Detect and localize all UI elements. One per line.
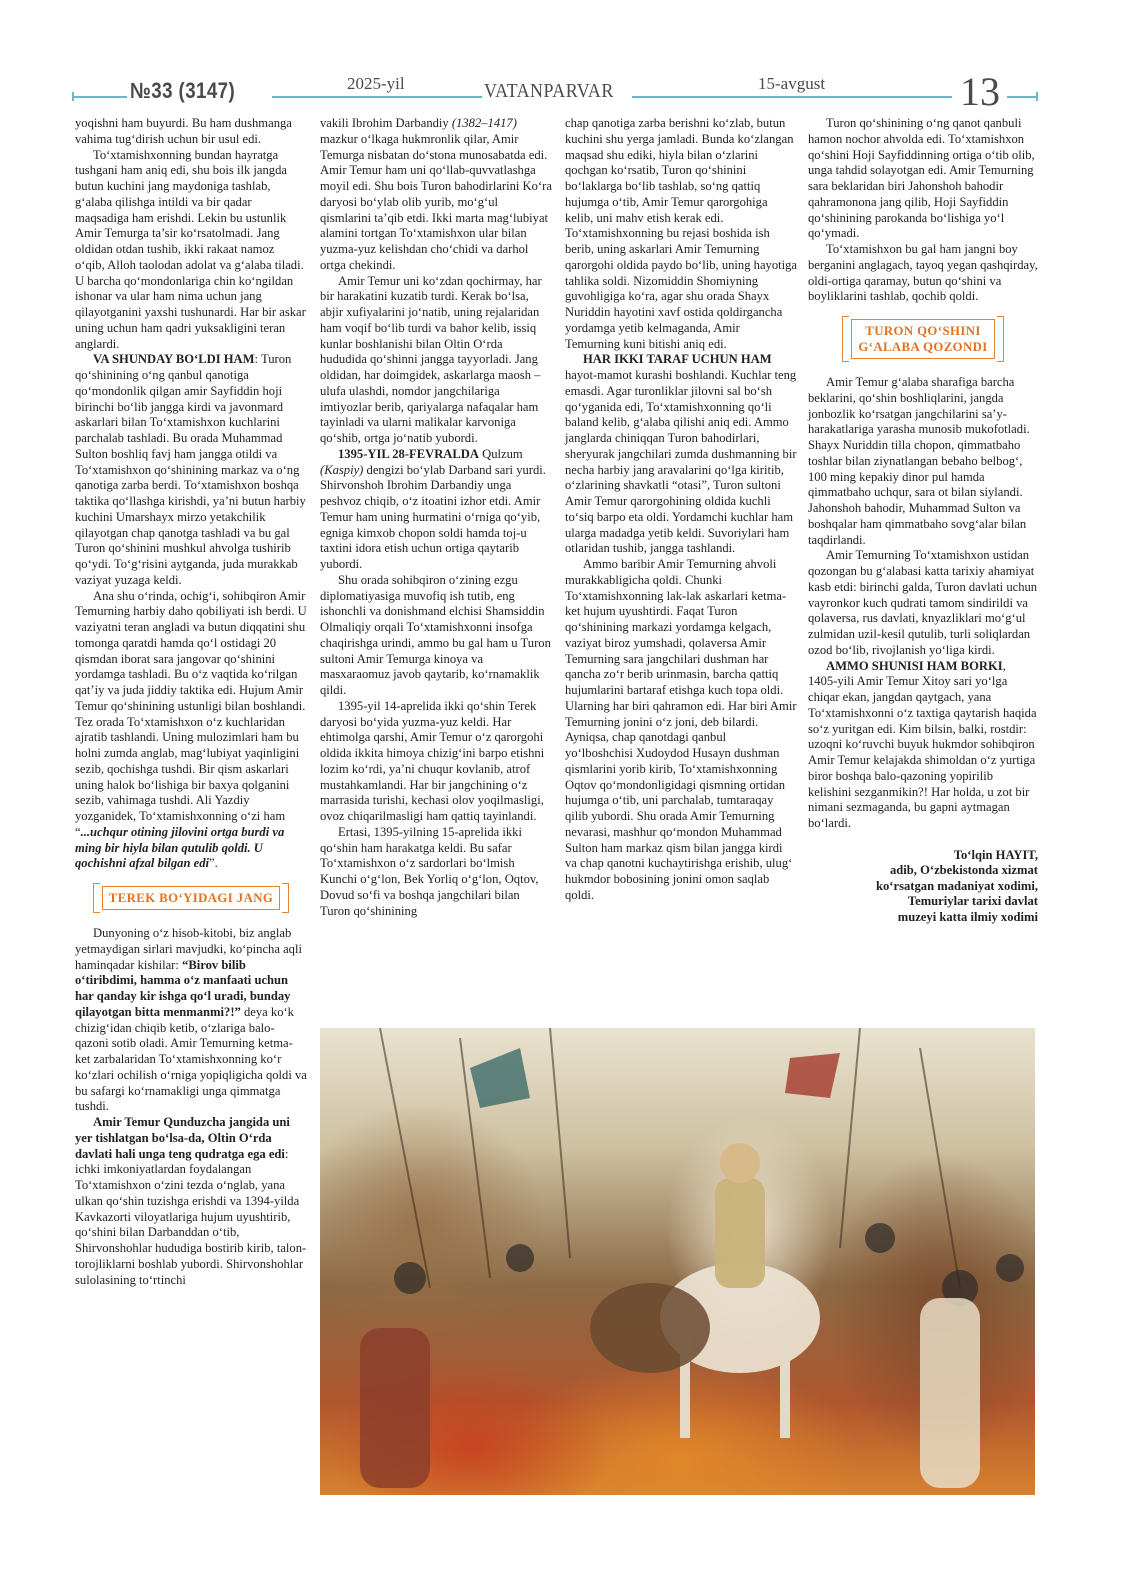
paragraph-text: Amir Temur g‘alaba sharafiga barcha beklarini, qo‘shin boshliqlarini, jangda jonbozlik ko‘rsatgan jangchilarini sa’y-harakatlariga yarasha munosib mukofotladi. Shayx Nuriddin tilla chopon, qimmatbaho toshlar bilan ziynatlangan bebaho belbog‘, 100 ming kepakiy dinor pul hamda qimmatbaho uchqur, sara ot bilan siylandi. Jahonshoh bahodir, Muhammad Sulton va boshqalar ham qimmatbaho sovg‘alar bilan taqdirlandi. [808, 375, 1030, 547]
header-rule [72, 96, 127, 98]
battle-painting-image [320, 1028, 1035, 1495]
article-paragraph [808, 116, 1038, 242]
article-paragraph [75, 1115, 307, 1288]
section-heading-line: TURON QO‘SHINI [865, 324, 981, 338]
author-title-line: Temuriylar tarixi davlat [907, 894, 1038, 909]
article-paragraph [808, 242, 1038, 305]
paragraph-text: Shu orada sohibqiron o‘zining ezgu diplomatiyasiga muvofiq ish tutib, eng ishonchli va donishmand elchisi Shamsiddin Olmaliqiy orqali To‘xtamishxonni insofga chaqirishga urindi, ammo bu gal ham u Turon sultoni Amir Temurga kinoya va masxaraomuz javob qaytarib, ko‘rnamaklik qildi. [320, 572, 551, 697]
header-rule-end [1036, 92, 1038, 101]
page-header [72, 69, 1037, 114]
paragraph-text: ”. [209, 856, 218, 871]
paragraph-text: Amir Temurning To‘xtamishxon ustidan qozongan bu g‘alabasi katta tarixiy ahamiyat kasb etdi: birinchi galda, Turon davlati uchun vayronkor kuch qudrati tamom sindirildi va qolaversa, rus davlati, knyazliklari mo‘g‘ul zulmidan uzil-kesil qutulib, turli soliqlardan ozod bo‘lib, rivojlanish yo‘liga kirdi. [808, 548, 1038, 657]
section-heading-line: TEREK BO‘YIDAGI JANG [108, 891, 274, 905]
header-rule [632, 96, 952, 98]
article-paragraph [808, 548, 1038, 658]
paragraph-text: To‘xtamishxon bu gal ham jangni boy berganini anglagach, tayoq yegan qashqirday, oldi-ortiga qaramay, butun qo‘shini va boyliklarini tashlab, qochib qoldi. [808, 242, 1038, 304]
emphasized-text: VA SHUNDAY BO‘LDI HAM [93, 352, 255, 367]
paragraph-text: mazkur o‘lkaga hukmronlik qilar, Amir Temurga nisbatan do‘stona munosabatda edi. Amir Temur ham uni qo‘llab-quvvatlashga moyil edi. Shu bois Turon bahodirlarini Ko‘ra daryosi bo‘ylab olib yurib, mo‘g‘ul qismlarini ta’qib etdi. Ikki marta mag‘lubiyat alamini tortgan To‘xtamishxon ular bilan yuzma-yuz kelishdan cho‘chidi va darhol ortga chekindi. [320, 131, 552, 272]
emphasized-text: HAR IKKI TARAF UCHUN HAM [583, 352, 772, 367]
paragraph-text: vakili Ibrohim Darbandiy [320, 116, 452, 130]
emphasized-text: (Kaspiy) [320, 462, 364, 477]
article-paragraph [565, 352, 797, 557]
author-title-line: muzeyi katta ilmiy xodimi [897, 909, 1038, 924]
paragraph-text: Amir Temur uni ko‘zdan qochirmay, har bir harakatini kuzatib turdi. Kerak bo‘lsa, abjir xufiyalarini jo‘natib, uning rejalaridan ham voqif bo‘lib turdi va bahor kelib, issiq kunlar boshlanishi bilan Oltin O‘rda hududida qo‘shinni jangga tayyorladi. Jang oldidan, har doimgidek, askarlarga maosh – ulufa ulashdi, nomdor jangchilariga imtiyozlar berib, qariyalarga nafaqalar ham tayinladi va ularni malikalar karvoniga qo‘shib, ortga jo‘natib yubordi. [320, 273, 542, 445]
article-paragraph [565, 116, 797, 352]
emphasized-text: Amir Temur Qunduzcha jangida uni yer tishlatgan bo‘lsa-da, Oltin O‘rda davlati hali unga teng qudratga ega edi [75, 1115, 290, 1161]
issue-number: №33 (3147) [130, 78, 236, 103]
paragraph-text: : ichki imkoniyatlardan foydalangan To‘xtamishxon o‘zini tezda o‘nglab, yana ulkan qo‘shin tuzishga erishdi va 1394-yilda Kavkazorti viloyatlariga hujum uyushtirib, qo‘shini bilan Darbanddan o‘tib, Shirvonshohlar hududiga bostirib kirib, talon-torojliklarni boshlab yubordi. Shirvonshohlar sulolasining to‘rtinchi [75, 1146, 307, 1287]
paragraph-text: : Turon qo‘shinining o‘ng qanbul qanotiga qo‘mondonlik qilgan amir Sayfiddin hoji birinchi bo‘lib jangga kirdi va javonmard askarlari bilan To‘xtamishxon kuchlarini parchalab tashladi. Bu orada Muhammad Sulton boshliq favj ham jangga otildi va To‘xtamishxon qo‘shinining markaz va o‘ng qanotiga zarba berdi. To‘xtamishxon boshqa taktika qo‘llashga kirishdi, ya’ni butun harbiy kuchini Umarshayx mirzo yetakchilik qilayotgan chap qanotga tashladi va bu gal Turon qo‘shinini mushkul ahvolga tushirib qo‘ydi. To‘g‘risini aytganda, juda murakkab vaziyat yuzaga keldi. [75, 352, 306, 587]
article-paragraph [75, 926, 307, 1115]
article-column-1 [75, 116, 307, 1288]
newspaper-name: VATANPARVAR [484, 80, 614, 102]
article-column-2 [320, 116, 552, 919]
paragraph-text: Ana shu o‘rinda, ochig‘i, sohibqiron Amir Temurning harbiy daho qobiliyati ish berdi. U vaziyatni teran angladi va butun diqqatini shu tomonga qaratdi hamda qo‘l ostidagi 20 qismdan iborat sara jangovar qo‘shinini yordamga tashladi. Bu o‘z vaqtida ko‘rilgan qat’iy va juda jiddiy taktika edi. Hujum Amir Temur qo‘shinining ustunligi bilan boshlandi. Tez orada To‘xtamishxon o‘z kuchlaridan ajratib tashlandi. Uning mulozimlari ham bu holni zumda anglab, mag‘lubiyat yaqinligini sezib, qochishga tushdi. Bir qism askarlari uning halok bo‘lishiga bir baxya qolganini sezib, vahimaga tushdi. Ali Yazdiy yozganidek, To‘xtamishxonning o‘zi ham “ [75, 588, 307, 839]
paragraph-text: Ammo baribir Amir Temurning ahvoli murakkabligicha qoldi. Chunki To‘xtamishxonning lak-lak askarlari ketma-ket hujum uyushtirdi. Faqat Turon qo‘shinining markazi yordamga kelgach, vaziyat biroz yumshadi, qolaversa Amir Temurning sara jangchilari dushman har qancha zo‘r berib urinmasin, barcha qattiq hujumlarini bartaraf etishga kuch topa oldi. Ularning har biri qahramon edi. Har biri Amir Temurning jonini o‘z joni, deb bilardi. Ayniqsa, chap qanotdagi qanbul yo‘lboshchisi Xudoydod Husayn dushman qismlarini yorib kirib, To‘xtamishxonning Oqtov qo‘mondonligidagi qismning ortidan hujumga o‘tib, uni parchalab, tumtaraqay qilib yubordi. Shu orada Amir Temurning nevarasi, mashhur qo‘mondon Muhammad Sulton ham markaz qism bilan jangga kirdi va chap qanotni kuchaytirishga erishib, ulug‘ hukmdor bobosining jonini omon saqlab qoldi. [565, 557, 797, 902]
article-column-4 [808, 116, 1038, 925]
article-paragraph [320, 447, 552, 573]
paragraph-text: Turon qo‘shinining o‘ng qanot qanbuli hamon nochor ahvolda edi. To‘xtamishxon qo‘shini Hoji Sayfiddinning ortiga o‘tib olib, unga tahdid solayotgan edi. Amir Temurning sara beklaridan biri Jahonshoh bahodir qahramonona jang qilib, Hoji Sayfiddin qo‘shinining parokanda bo‘lishiga yo‘l qo‘ymadi. [808, 116, 1035, 241]
paragraph-text: dengizi bo‘ylab Darband sari yurdi. Shirvonshoh Ibrohim Darbandiy unga peshvoz chiqib, o‘z itoatini izhor etdi. Amir Temur ham uning hurmatini o‘rniga qo‘yib, egniga kimxob chopon soldi hamda toj-u taxtini idora etish uchun ortiga qaytarib yubordi. [320, 462, 546, 571]
section-heading [851, 319, 994, 359]
author-title-line: ko‘rsatgan madaniyat xodimi, [876, 878, 1038, 893]
author-title-line: adib, O‘zbekistonda xizmat [890, 863, 1038, 878]
issue-date: 15-avgust [758, 74, 826, 93]
article-paragraph [565, 557, 797, 904]
article-paragraph [75, 116, 307, 148]
article-paragraph [320, 274, 552, 447]
article-paragraph [320, 573, 552, 699]
article-paragraph [75, 352, 307, 588]
emphasized-text: (1382–1417) [451, 116, 517, 130]
paragraph-text: deya ko‘k chizig‘idan chiqib ketib, o‘zlariga balo-qazoni sotib oladi. Amir Temurning ketma-ket zarbalaridan To‘xtamishxonning ko‘r ko‘zlari ochilish o‘rniga yopiqligicha qoldi va bu safargi ko‘rnamakligi unga qimmatga tushdi. [75, 1004, 307, 1114]
header-rule [272, 96, 482, 98]
section-heading [102, 886, 280, 910]
paragraph-text: yoqishni ham buyurdi. Bu ham dushmanga vahima tug‘dirish uchun bir usul edi. [75, 116, 292, 146]
section-heading-line: G‘ALABA QOZONDI [858, 340, 988, 354]
article-paragraph [75, 148, 307, 353]
paragraph-text: 1395-yil 14-aprelida ikki qo‘shin Terek daryosi bo‘yida yuzma-yuz keldi. Har ehtimolga qarshi, Amir Temur o‘z qarorgohi oldida ikkita himoya chizig‘ini barpo etishni lozim ko‘rdi, ya’ni chuqur kovlanib, atrof mustahkamlandi. Har bir jangchining o‘z marrasida turishi, kechasi olov yoqilmasligi, ovoz chiqarilmasligi ham qattiq tayinlandi. [320, 698, 545, 823]
emphasized-text: AMMO SHUNISI HAM BORKI [826, 658, 1003, 673]
page-number: 13 [960, 69, 1000, 114]
emphasized-text: “Birov bilib o‘tiribdimi, hamma o‘z manfaati uchun har qanday kir ishga qo‘l uradi, bunday qilayotgan bitta menmanmi?!” [75, 957, 291, 1019]
paragraph-text: To‘xtamishxonning bundan hayratga tushgani ham aniq edi, shu bois ilk jangda butun kuchini jang maydoniga tashlab, g‘alaba qilishga intildi va bir qadar maqsadiga ham erishdi. Lekin bu ustunlik Amir Temurga ta’sir ko‘rsatolmadi. Jang oldidan otdan tushib, ikki rakaat namoz o‘qib, Alloh taolodan adolat va g‘alaba tiladi. U barcha qo‘mondonlariga chin ko‘ngildan ishonar va ular ham nima uchun jang qilayotganini yaxshi tushunardi. Har bir askar uning uchun ham qadri yuksakligini teran anglardi. [75, 147, 306, 351]
paragraph-text: hayot-mamot kurashi boshlandi. Kuchlar teng emasdi. Agar turonliklar jilovni sal bo‘sh qo‘yganida edi, To‘xtamishxonning qo‘li baland kelib, g‘alaba qilishi aniq edi. Ammo janglarda chiniqqan Turon bahodirlari, sheryurak jangchilari zumda dushmanning bir necha harbiy jang aravalarini qo‘lga kiritib, o‘zlarining shavkatli “otasi”, Turon sultoni Amir Temur qarorgohining oldida kuchli to‘siq barpo eta oldi. Yordamchi kuchlar ham ularga madadga yetib keldi. Suvoriylari ham otlaridan tushib, jangga tashlandi. [565, 368, 797, 556]
issue-year: 2025-yil [347, 74, 405, 93]
article-column-3 [565, 116, 797, 904]
author-signature [808, 848, 1038, 926]
article-paragraph [320, 116, 552, 274]
header-rule [1007, 96, 1037, 98]
paragraph-text: Qulzum [479, 446, 523, 461]
paragraph-text: Dunyoning o‘z hisob-kitobi, biz anglab yetmaydigan sirlari mavjudki, ko‘pincha aqli haminqadar kishilar: [75, 926, 302, 972]
paragraph-text: chap qanotiga zarba berishni ko‘zlab, butun kuchini shu yerga jamladi. Bunda ko‘zlangan maqsad shu ediki, hiyla bilan o‘zlarini qochgan ko‘rsatib, Turon qo‘shinini bo‘laklarga bo‘lib tashlab, so‘ng qattiq hujumga o‘tib, Amir Temur qarorgohiga kelib, uni mahv etish kerak edi. To‘xtamishxonning bu rejasi boshida ish berib, uning askarlari Amir Temurning qarorgohi oldida paydo bo‘lib, uning hayotiga tahlika soldi. Nizomiddin Shomiyning guvohligiga ko‘ra, agar shu orada Shayx Nuriddin hayotini xavf ostida qoldirgancha yordamga yetib kelmaganda, Amir Temurning kuni bitishi aniq edi. [565, 116, 798, 351]
painting-illustration [320, 1028, 1035, 1495]
article-paragraph [75, 589, 307, 873]
article-paragraph [808, 659, 1038, 832]
paragraph-text: Ertasi, 1395-yilning 15-aprelida ikki qo‘shin ham harakatga keldi. Bu safar To‘xtamishxon o‘z sardorlari bo‘lmish Kunchi o‘g‘lon, Bek Yorliq o‘g‘lon, Oqtov, Dovud so‘fi va boshqa jangchilari bilan Turon qo‘shinining [320, 824, 539, 918]
author-name: To‘lqin HAYIT, [953, 847, 1038, 862]
paragraph-text: , 1405-yili Amir Temur Xitoy sari yo‘lga chiqar ekan, jangdan qaytgach, yana To‘xtamishxonni o‘z taxtiga qaytarish haqida so‘z yuritgan edi. Kim bilsin, balki, rostdir: uzoqni ko‘ruvchi buyuk hukmdor sohibqiron Amir Temur kelajakda shimoldan o‘z yurtiga biror boshqa balo-qazoning yopirilib kelishini sezganmikin?! Har holda, u zot bir nimani sezmaganda, bu gapni aytmagan bo‘lardi. [808, 658, 1037, 830]
article-paragraph [320, 825, 552, 920]
article-paragraph [808, 375, 1038, 548]
emphasized-text: 1395-YIL 28-FEVRALDA [338, 446, 479, 461]
emphasized-text: ...uchqur otining jilovini ortga burdi va ming bir hiyla bilan qutulib qoldi. U qochishni afzal bilgan edi [75, 824, 285, 871]
article-paragraph [320, 699, 552, 825]
